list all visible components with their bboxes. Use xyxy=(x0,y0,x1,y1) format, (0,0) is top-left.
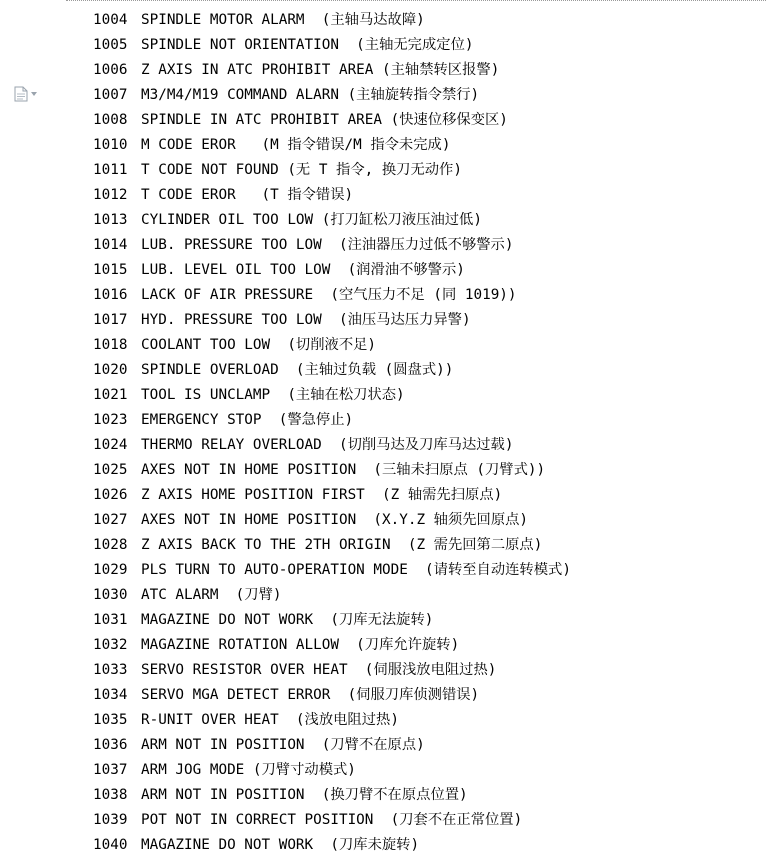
alarm-line xyxy=(93,433,768,458)
alarm-code: 1007 xyxy=(93,87,128,103)
alarm-code: 1036 xyxy=(93,737,128,753)
alarm-description: T CODE NOT FOUND (无 T 指令, 换刀无动作) xyxy=(141,162,462,178)
alarm-code: 1025 xyxy=(93,462,128,478)
alarm-description: MAGAZINE DO NOT WORK (刀库未旋转) xyxy=(141,837,420,853)
alarm-description: COOLANT TOO LOW (切削液不足) xyxy=(141,337,377,353)
alarm-line xyxy=(93,558,768,583)
alarm-code: 1026 xyxy=(93,487,128,503)
alarm-line xyxy=(93,208,768,233)
alarm-description: AXES NOT IN HOME POSITION (X.Y.Z 轴须先回原点) xyxy=(141,512,529,528)
alarm-line xyxy=(93,8,768,33)
alarm-code: 1023 xyxy=(93,412,128,428)
alarm-description: THERMO RELAY OVERLOAD (切削马达及刀库马达过载) xyxy=(141,437,514,453)
document-margin-icon[interactable] xyxy=(14,85,40,103)
alarm-code: 1012 xyxy=(93,187,128,203)
alarm-description: SERVO MGA DETECT ERROR (伺服刀库侦测错误) xyxy=(141,687,480,703)
alarm-code: 1028 xyxy=(93,537,128,553)
alarm-line xyxy=(93,608,768,633)
alarm-code: 1040 xyxy=(93,837,128,853)
alarm-description: M3/M4/M19 COMMAND ALARN (主轴旋转指令禁行) xyxy=(141,87,480,103)
alarm-description: SERVO RESISTOR OVER HEAT (伺服浅放电阻过热) xyxy=(141,662,497,678)
alarm-line xyxy=(93,633,768,658)
page-top-border xyxy=(66,0,766,5)
alarm-code: 1010 xyxy=(93,137,128,153)
alarm-line xyxy=(93,408,768,433)
alarm-code: 1015 xyxy=(93,262,128,278)
alarm-line xyxy=(93,58,768,83)
alarm-code: 1033 xyxy=(93,662,128,678)
alarm-line xyxy=(93,33,768,58)
alarm-line xyxy=(93,508,768,533)
alarm-description: R-UNIT OVER HEAT (浅放电阻过热) xyxy=(141,712,399,728)
alarm-code: 1029 xyxy=(93,562,128,578)
alarm-code: 1037 xyxy=(93,762,128,778)
alarm-line xyxy=(93,808,768,833)
alarm-line xyxy=(93,458,768,483)
alarm-description: AXES NOT IN HOME POSITION (三轴未扫原点 (刀臂式)) xyxy=(141,462,546,478)
document-icon xyxy=(14,86,28,102)
alarm-line xyxy=(93,308,768,333)
alarm-description: SPINDLE OVERLOAD (主轴过负载 (圆盘式)) xyxy=(141,362,454,378)
alarm-line xyxy=(93,833,768,858)
alarm-line xyxy=(93,358,768,383)
alarm-description: ARM NOT IN POSITION (刀臂不在原点) xyxy=(141,737,425,753)
alarm-description: EMERGENCY STOP (警急停止) xyxy=(141,412,354,428)
alarm-code: 1004 xyxy=(93,12,128,28)
alarm-code: 1038 xyxy=(93,787,128,803)
alarm-code: 1030 xyxy=(93,587,128,603)
alarm-line xyxy=(93,733,768,758)
alarm-description: POT NOT IN CORRECT POSITION (刀套不在正常位置) xyxy=(141,812,523,828)
alarm-code: 1017 xyxy=(93,312,128,328)
alarm-description: M CODE EROR (M 指令错误/M 指令未完成) xyxy=(141,137,451,153)
alarm-line xyxy=(93,133,768,158)
alarm-code: 1039 xyxy=(93,812,128,828)
alarm-code: 1013 xyxy=(93,212,128,228)
alarm-description: CYLINDER OIL TOO LOW (打刀缸松刀液压油过低) xyxy=(141,212,482,228)
alarm-description: SPINDLE IN ATC PROHIBIT AREA (快速位移保变区) xyxy=(141,112,508,128)
alarm-description: SPINDLE MOTOR ALARM (主轴马达故障) xyxy=(141,12,425,28)
alarm-description: LUB. LEVEL OIL TOO LOW (润滑油不够警示) xyxy=(141,262,465,278)
alarm-code: 1027 xyxy=(93,512,128,528)
alarm-description: Z AXIS BACK TO THE 2TH ORIGIN (Z 需先回第二原点) xyxy=(141,537,543,553)
alarm-code: 1006 xyxy=(93,62,128,78)
alarm-code-list xyxy=(93,8,768,858)
alarm-line xyxy=(93,583,768,608)
alarm-code: 1021 xyxy=(93,387,128,403)
alarm-line xyxy=(93,658,768,683)
alarm-description: SPINDLE NOT ORIENTATION (主轴无完成定位) xyxy=(141,37,474,53)
alarm-line xyxy=(93,258,768,283)
alarm-code: 1031 xyxy=(93,612,128,628)
alarm-code: 1011 xyxy=(93,162,128,178)
alarm-description: HYD. PRESSURE TOO LOW (油压马达压力异警) xyxy=(141,312,471,328)
alarm-line xyxy=(93,708,768,733)
alarm-line xyxy=(93,108,768,133)
alarm-line xyxy=(93,683,768,708)
alarm-line xyxy=(93,783,768,808)
alarm-line xyxy=(93,758,768,783)
alarm-code: 1018 xyxy=(93,337,128,353)
alarm-code: 1014 xyxy=(93,237,128,253)
alarm-description: MAGAZINE DO NOT WORK (刀库无法旋转) xyxy=(141,612,434,628)
alarm-line xyxy=(93,233,768,258)
alarm-line xyxy=(93,383,768,408)
alarm-code: 1024 xyxy=(93,437,128,453)
alarm-description: MAGAZINE ROTATION ALLOW (刀库允许旋转) xyxy=(141,637,460,653)
alarm-line xyxy=(93,333,768,358)
alarm-description: PLS TURN TO AUTO-OPERATION MODE (请转至自动连转模式) xyxy=(141,562,571,578)
alarm-description: TOOL IS UNCLAMP (主轴在松刀状态) xyxy=(141,387,405,403)
alarm-code: 1035 xyxy=(93,712,128,728)
alarm-description: LACK OF AIR PRESSURE (空气压力不足 (同 1019)) xyxy=(141,287,517,303)
alarm-description: T CODE EROR (T 指令错误) xyxy=(141,187,354,203)
alarm-description: ARM NOT IN POSITION (换刀臂不在原点位置) xyxy=(141,787,468,803)
alarm-description: Z AXIS IN ATC PROHIBIT AREA (主轴禁转区报警) xyxy=(141,62,500,78)
alarm-line xyxy=(93,83,768,108)
alarm-description: LUB. PRESSURE TOO LOW (注油器压力过低不够警示) xyxy=(141,237,514,253)
alarm-description: ATC ALARM (刀臂) xyxy=(141,587,282,603)
alarm-line xyxy=(93,158,768,183)
chevron-down-icon xyxy=(31,92,37,96)
alarm-description: Z AXIS HOME POSITION FIRST (Z 轴需先扫原点) xyxy=(141,487,503,503)
alarm-code: 1008 xyxy=(93,112,128,128)
alarm-line xyxy=(93,533,768,558)
alarm-code: 1032 xyxy=(93,637,128,653)
alarm-description: ARM JOG MODE (刀臂寸动模式) xyxy=(141,762,356,778)
alarm-line xyxy=(93,283,768,308)
alarm-code: 1005 xyxy=(93,37,128,53)
alarm-line xyxy=(93,183,768,208)
alarm-code: 1016 xyxy=(93,287,128,303)
alarm-line xyxy=(93,483,768,508)
alarm-code: 1034 xyxy=(93,687,128,703)
alarm-code: 1020 xyxy=(93,362,128,378)
